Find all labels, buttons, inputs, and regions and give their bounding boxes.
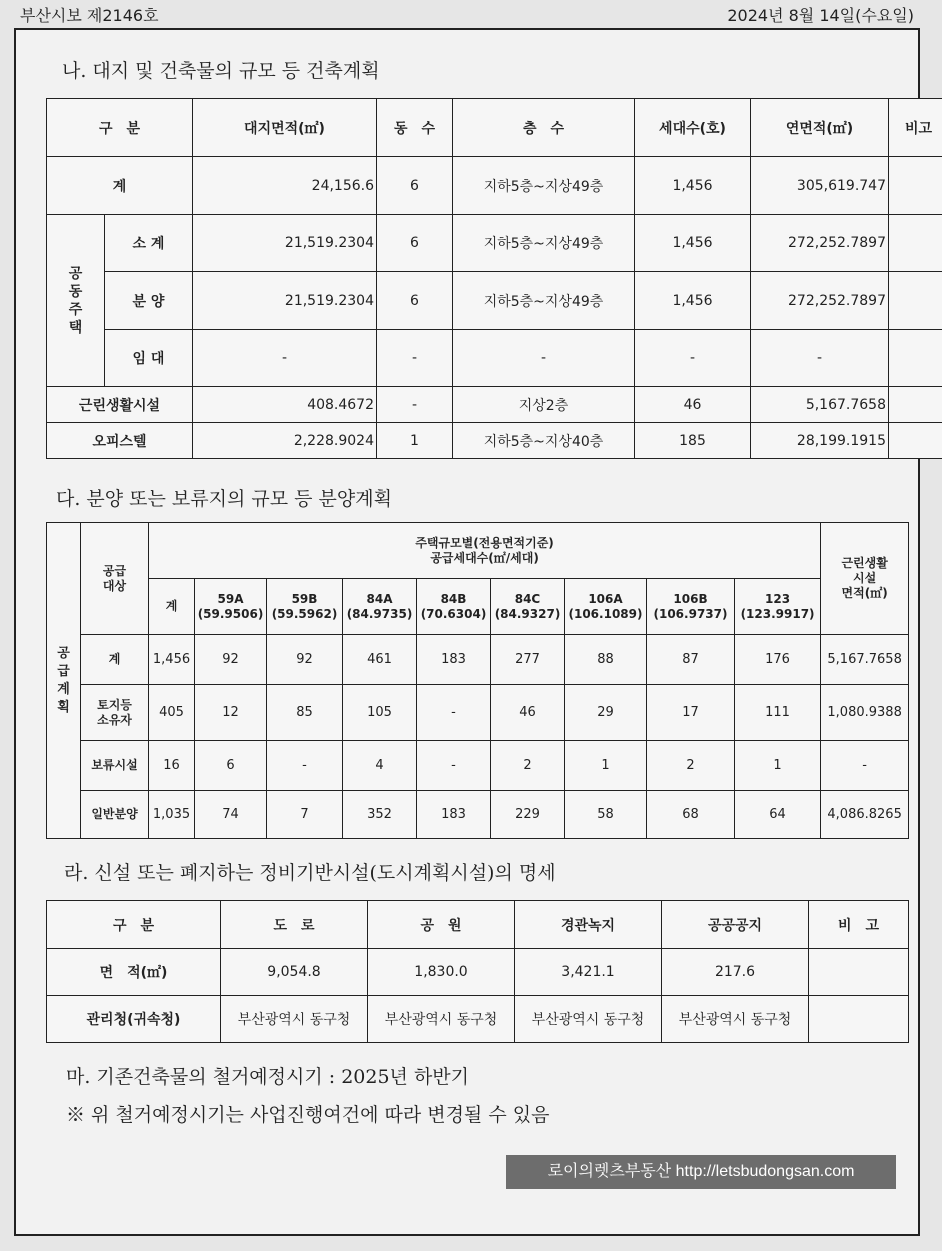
building-count: 6	[377, 215, 453, 272]
cell-value: 2	[491, 741, 565, 791]
row-total: 16	[149, 741, 195, 791]
total-col-header: 계	[149, 579, 195, 635]
type-header: 84B (70.6304)	[417, 579, 491, 635]
cell-value: 58	[565, 791, 647, 839]
floors: 지하5층~지상49층	[453, 157, 635, 215]
table-row	[47, 996, 909, 1043]
header-cell: 공공공지	[662, 901, 809, 949]
cell-value: 7	[267, 791, 343, 839]
cell-value: 87	[647, 635, 735, 685]
cell-value: 2	[647, 741, 735, 791]
cell-value: 352	[343, 791, 417, 839]
gross-floor-area: 272,252.7897	[751, 272, 889, 330]
units: 1,456	[635, 157, 751, 215]
cell-value: 1,830.0	[368, 949, 515, 996]
table-row	[47, 272, 942, 330]
cell-value	[809, 996, 909, 1043]
table-row	[47, 635, 909, 685]
type-header: 106B (106.9737)	[647, 579, 735, 635]
floors: 지하5층~지상49층	[453, 272, 635, 330]
units: -	[635, 330, 751, 387]
table-row	[47, 330, 942, 387]
table-row	[47, 157, 942, 215]
type-header: 84A (84.9735)	[343, 579, 417, 635]
table-row	[47, 387, 942, 423]
note	[889, 330, 942, 387]
type-header: 84C (84.9327)	[491, 579, 565, 635]
table-row	[47, 215, 942, 272]
type-header: 59B (59.5962)	[267, 579, 343, 635]
row-label: 토지등 소유자	[81, 685, 149, 741]
floors: 지상2층	[453, 387, 635, 423]
row-label: 임 대	[105, 330, 193, 387]
site-area: 2,228.9024	[193, 423, 377, 459]
header-cell: 대지면적(㎡)	[193, 99, 377, 157]
note	[889, 387, 942, 423]
header-cell: 층 수	[453, 99, 635, 157]
header-cell: 경관녹지	[515, 901, 662, 949]
publication-label: 부산시보 제2146호	[20, 6, 159, 25]
row-total: 1,456	[149, 635, 195, 685]
table-row	[47, 949, 909, 996]
table-header-row	[47, 901, 909, 949]
cell-value: 29	[565, 685, 647, 741]
cell-value: 1	[735, 741, 821, 791]
gross-floor-area: 5,167.7658	[751, 387, 889, 423]
cell-value: 부산광역시 동구청	[368, 996, 515, 1043]
table-row	[47, 685, 909, 741]
cell-value: 92	[267, 635, 343, 685]
page-header	[0, 0, 942, 28]
note	[889, 272, 942, 330]
gross-floor-area: 28,199.1915	[751, 423, 889, 459]
cell-value: 74	[195, 791, 267, 839]
units: 185	[635, 423, 751, 459]
cell-value: 176	[735, 635, 821, 685]
cell-value: 229	[491, 791, 565, 839]
gross-floor-area: 272,252.7897	[751, 215, 889, 272]
cell-value: -	[417, 685, 491, 741]
row-label: 관리청(귀속청)	[47, 996, 221, 1043]
header-cell: 도 로	[221, 901, 368, 949]
facility-area: 4,086.8265	[821, 791, 909, 839]
row-label: 일반분양	[81, 791, 149, 839]
table-row	[47, 791, 909, 839]
building-count: 6	[377, 157, 453, 215]
facility-area: -	[821, 741, 909, 791]
building-count: 1	[377, 423, 453, 459]
site-area: 408.4672	[193, 387, 377, 423]
section-da-title: 다. 분양 또는 보류지의 규모 등 분양계획	[56, 488, 392, 510]
cell-value: -	[267, 741, 343, 791]
row-label: 보류시설	[81, 741, 149, 791]
cell-value: 183	[417, 635, 491, 685]
supply-target-header: 공급 대상	[81, 523, 149, 635]
cell-value: -	[417, 741, 491, 791]
table-header-row	[47, 99, 942, 157]
cell-value: 277	[491, 635, 565, 685]
cell-value: 183	[417, 791, 491, 839]
size-header: 주택규모별(전용면적기준) 공급세대수(㎡/세대)	[149, 523, 821, 579]
cell-value: 17	[647, 685, 735, 741]
cell-value: 3,421.1	[515, 949, 662, 996]
cell-value: 12	[195, 685, 267, 741]
facility-area: 5,167.7658	[821, 635, 909, 685]
floors: -	[453, 330, 635, 387]
building-plan-table	[46, 98, 942, 459]
header-cell: 비 고	[809, 901, 909, 949]
row-label: 오피스텔	[47, 423, 193, 459]
cell-value: 68	[647, 791, 735, 839]
note	[889, 157, 942, 215]
cell-value	[809, 949, 909, 996]
row-total: 405	[149, 685, 195, 741]
table-header-row	[47, 523, 909, 579]
cell-value: 85	[267, 685, 343, 741]
facility-area: 1,080.9388	[821, 685, 909, 741]
row-label: 근린생활시설	[47, 387, 193, 423]
building-count: -	[377, 330, 453, 387]
header-cell: 동 수	[377, 99, 453, 157]
type-header: 106A (106.1089)	[565, 579, 647, 635]
header-cell: 공 원	[368, 901, 515, 949]
row-label: 분 양	[105, 272, 193, 330]
cell-value: 9,054.8	[221, 949, 368, 996]
facility-area-header: 근린생활 시설 면적(㎡)	[821, 523, 909, 635]
cell-value: 461	[343, 635, 417, 685]
site-area: 21,519.2304	[193, 272, 377, 330]
cell-value: 92	[195, 635, 267, 685]
row-label: 계	[81, 635, 149, 685]
table-row	[47, 423, 942, 459]
row-total: 1,035	[149, 791, 195, 839]
side-label-supply-plan: 공 급 계 획	[47, 523, 81, 839]
cell-value: 4	[343, 741, 417, 791]
floors: 지하5층~지상40층	[453, 423, 635, 459]
site-area: 21,519.2304	[193, 215, 377, 272]
demolition-schedule: 마. 기존건축물의 철거예정시기 : 2025년 하반기	[66, 1066, 470, 1088]
units: 46	[635, 387, 751, 423]
units: 1,456	[635, 215, 751, 272]
header-cell: 구 분	[47, 99, 193, 157]
watermark: 로이의렛츠부동산 http://letsbudongsan.com	[506, 1155, 896, 1189]
cell-value: 1	[565, 741, 647, 791]
cell-value: 6	[195, 741, 267, 791]
cell-value: 217.6	[662, 949, 809, 996]
header-cell: 연면적(㎡)	[751, 99, 889, 157]
note	[889, 423, 942, 459]
site-area: -	[193, 330, 377, 387]
row-label: 계	[47, 157, 193, 215]
floors: 지하5층~지상49층	[453, 215, 635, 272]
table-row	[47, 741, 909, 791]
infrastructure-table	[46, 900, 909, 1043]
site-area: 24,156.6	[193, 157, 377, 215]
header-cell: 세대수(호)	[635, 99, 751, 157]
cell-value: 부산광역시 동구청	[662, 996, 809, 1043]
type-header: 123 (123.9917)	[735, 579, 821, 635]
cell-value: 부산광역시 동구청	[515, 996, 662, 1043]
cell-value: 부산광역시 동구청	[221, 996, 368, 1043]
units: 1,456	[635, 272, 751, 330]
cell-value: 111	[735, 685, 821, 741]
supply-plan-table	[46, 522, 909, 839]
row-label: 면 적(㎡)	[47, 949, 221, 996]
demolition-note: ※ 위 철거예정시기는 사업진행여건에 따라 변경될 수 있음	[66, 1104, 550, 1126]
header-cell: 구 분	[47, 901, 221, 949]
table-header-row	[47, 579, 909, 635]
group-label-apartment: 공 동 주 택	[47, 215, 105, 387]
note	[889, 215, 942, 272]
type-header: 59A (59.9506)	[195, 579, 267, 635]
building-count: 6	[377, 272, 453, 330]
cell-value: 46	[491, 685, 565, 741]
gross-floor-area: -	[751, 330, 889, 387]
row-label: 소 계	[105, 215, 193, 272]
cell-value: 64	[735, 791, 821, 839]
cell-value: 88	[565, 635, 647, 685]
section-ra-title: 라. 신설 또는 폐지하는 정비기반시설(도시계획시설)의 명세	[64, 862, 556, 884]
publication-date: 2024년 8월 14일(수요일)	[727, 6, 914, 25]
gross-floor-area: 305,619.747	[751, 157, 889, 215]
cell-value: 105	[343, 685, 417, 741]
building-count: -	[377, 387, 453, 423]
section-na-title: 나. 대지 및 건축물의 규모 등 건축계획	[62, 60, 380, 82]
header-cell: 비고	[889, 99, 942, 157]
